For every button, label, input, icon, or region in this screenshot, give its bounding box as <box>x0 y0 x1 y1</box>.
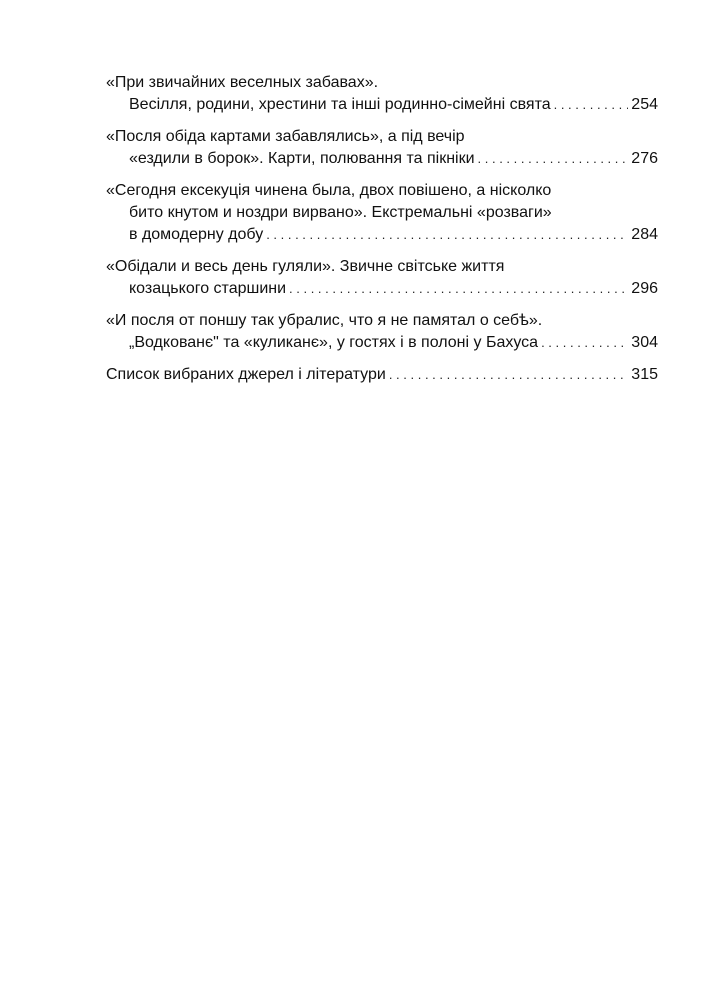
toc-entry-subtitle: козацького старшини <box>129 280 287 297</box>
toc-entry-title-continued: бито кнутом и ноздри вирвано». Екстремальні «розваги» <box>129 204 552 221</box>
toc-entry-title: Список вибраних джерел і літератури <box>106 366 386 383</box>
toc-entry-last-line <box>106 332 658 354</box>
page-number: 284 <box>631 226 658 243</box>
page-number: 254 <box>631 96 658 113</box>
toc-entry <box>106 310 658 354</box>
toc-entry <box>106 256 658 300</box>
toc-entry-subtitle: „Водкованє" та «куликанє», у гостях і в полоні у Бахуса <box>129 334 539 351</box>
toc-entry-title: «Посля обіда картами забавлялись», а під вечір <box>106 128 465 145</box>
toc-entry <box>106 126 658 170</box>
table-of-contents <box>106 72 658 396</box>
toc-entry-title: «Сегодня ексекуція чинена была, двох повішено, а нісколко <box>106 182 552 199</box>
toc-entry-subtitle: «ездили в борок». Карти, полювання та пікніки <box>129 150 475 167</box>
toc-entry-subtitle: Весілля, родини, хрестини та інші родинно-сімейні свята <box>129 96 551 113</box>
dot-leader <box>478 148 629 170</box>
toc-entry-last-line <box>106 278 658 300</box>
dot-leader <box>541 332 628 354</box>
toc-entry-last-line <box>106 148 658 170</box>
dot-leader <box>554 94 629 116</box>
dot-leader <box>266 224 628 246</box>
toc-entry <box>106 180 658 246</box>
toc-entry <box>106 72 658 116</box>
toc-entry-last-line <box>106 224 658 246</box>
page-number: 315 <box>631 366 658 383</box>
toc-entry <box>106 364 658 386</box>
page-number: 276 <box>631 150 658 167</box>
dot-leader <box>389 364 628 386</box>
page-number: 296 <box>631 280 658 297</box>
page-number: 304 <box>631 334 658 351</box>
dot-leader <box>289 278 628 300</box>
toc-entry-last-line <box>106 364 658 386</box>
toc-entry-title: «И посля от поншу так убралис, что я не памятал о себѣ». <box>106 312 543 329</box>
toc-entry-subtitle: в домодерну добу <box>129 226 264 243</box>
toc-entry-title: «При звичайних веселных забавах». <box>106 74 379 91</box>
toc-entry-title: «Обідали и весь день гуляли». Звичне світське життя <box>106 258 505 275</box>
toc-entry-last-line <box>106 94 658 116</box>
